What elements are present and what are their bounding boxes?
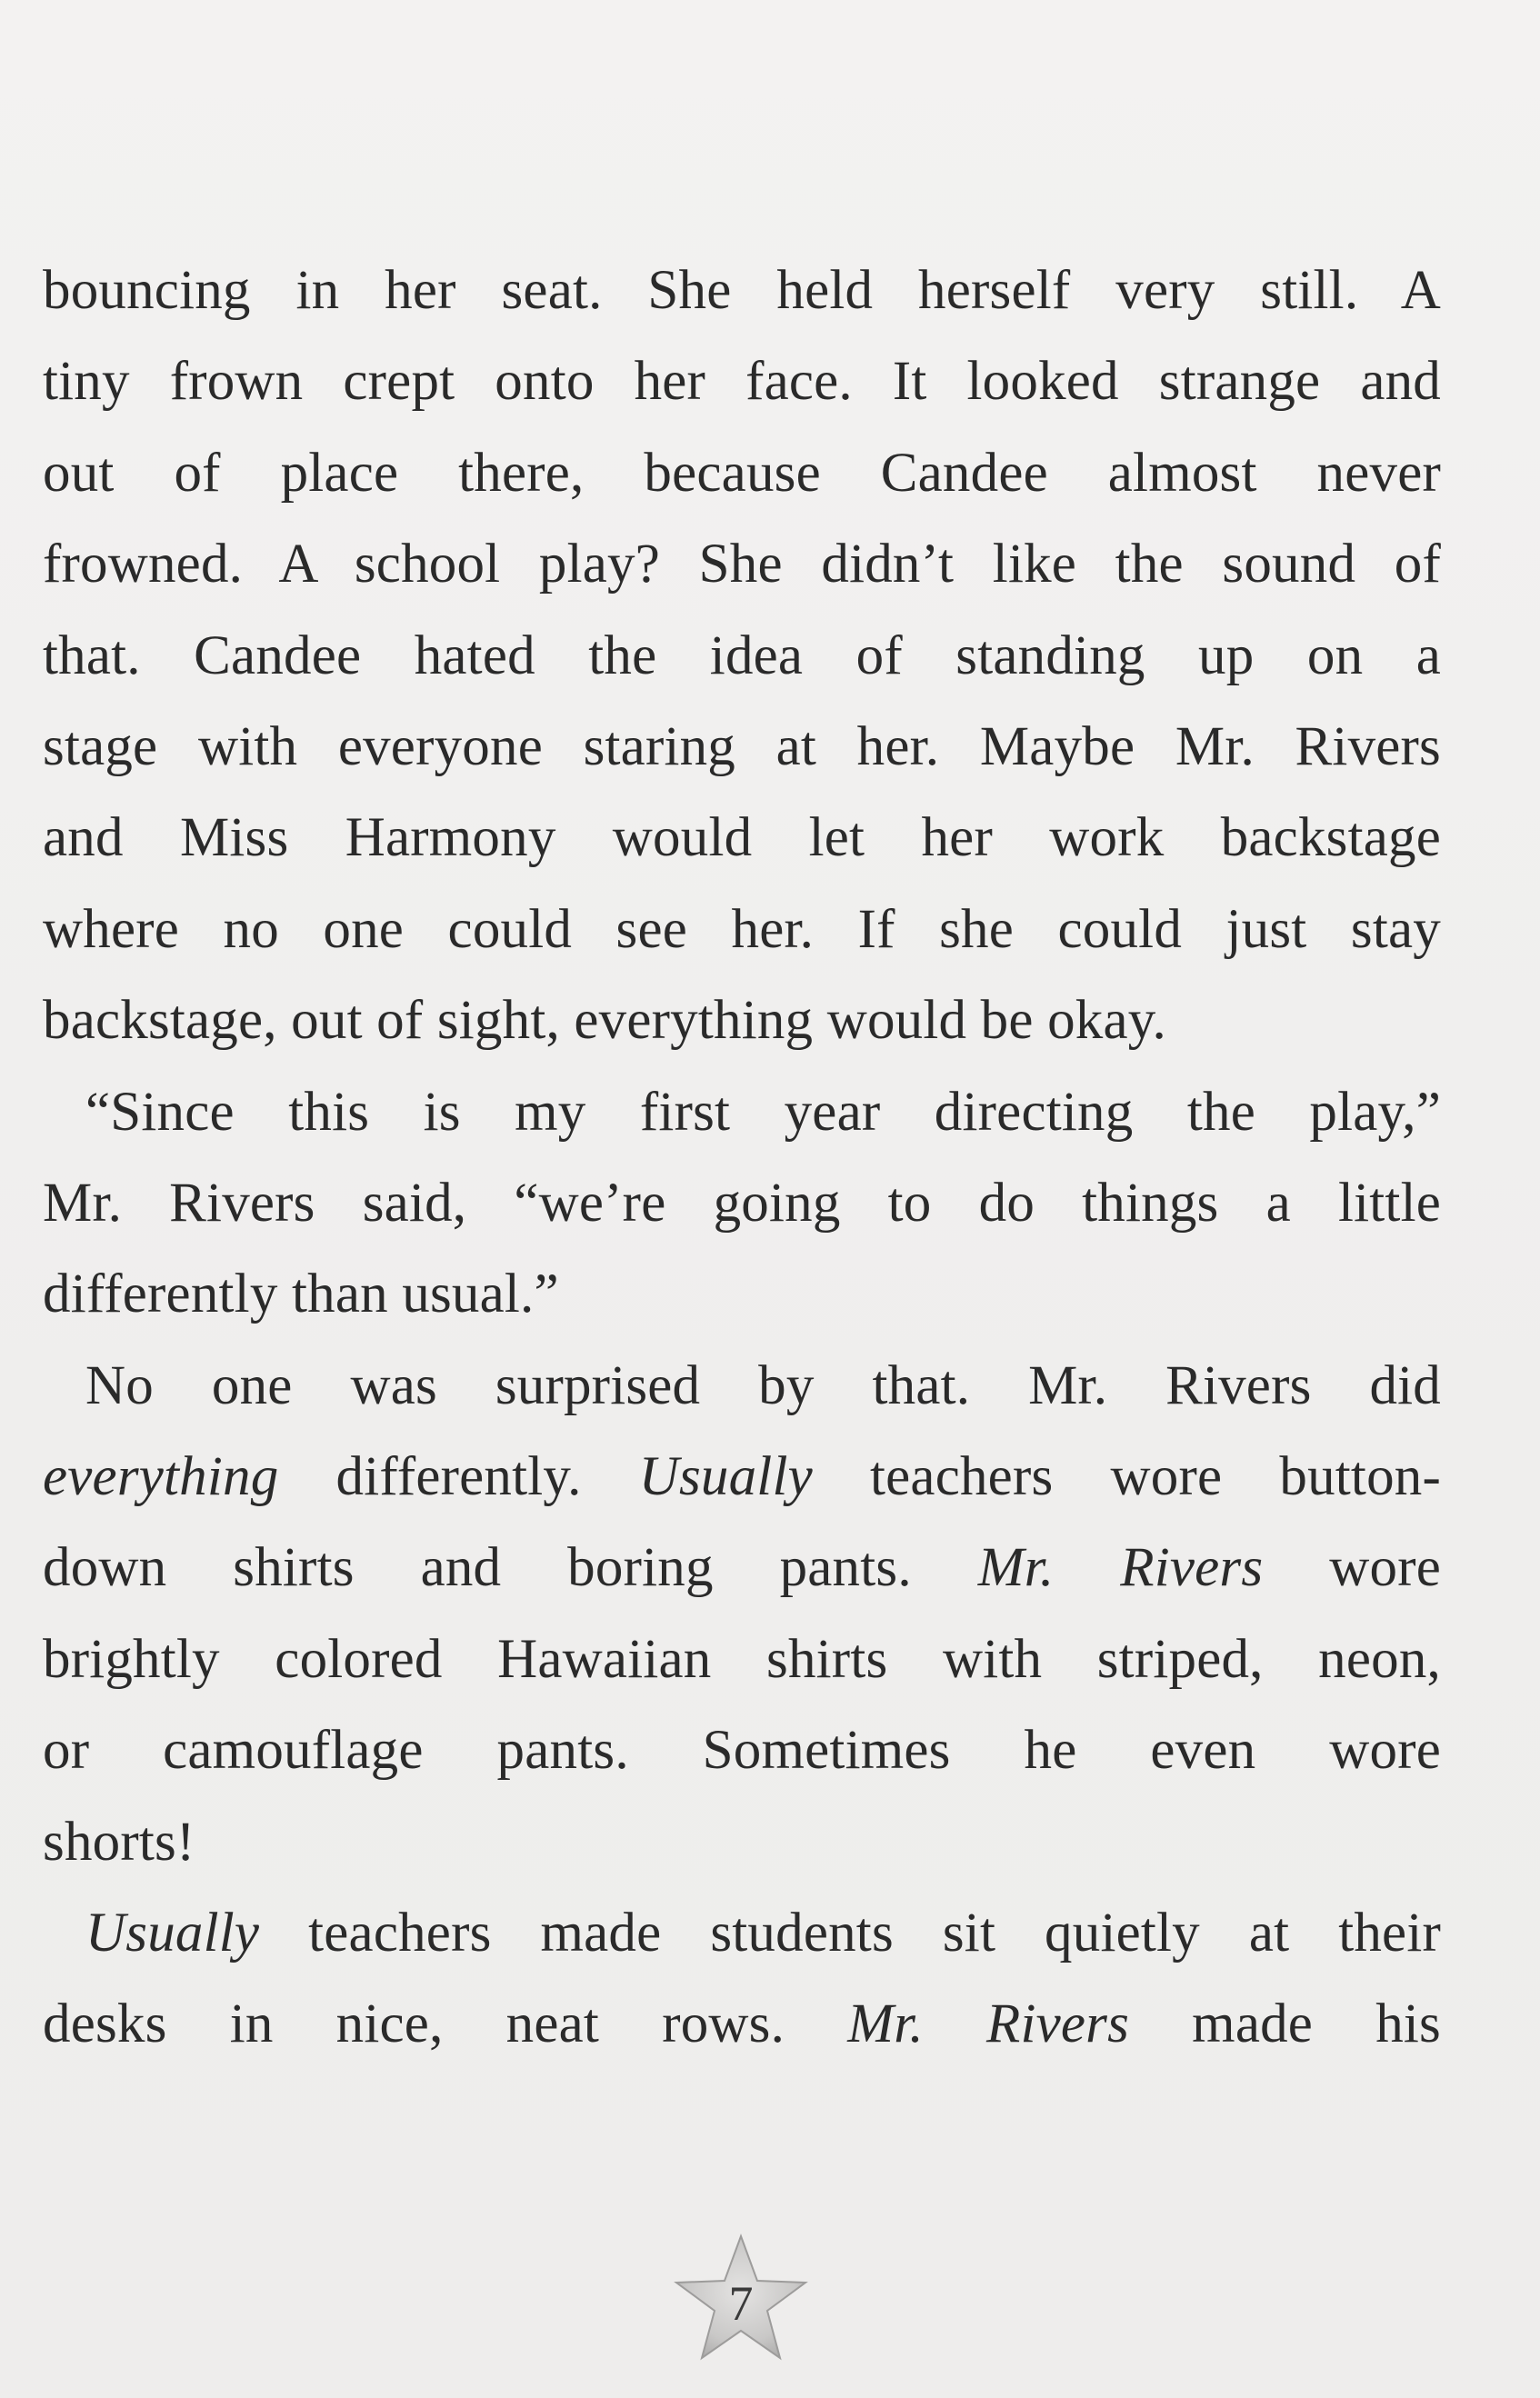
- text-line: Mr. Rivers said, “we’re going to do things a little: [43, 1172, 1441, 1234]
- text-line: brightly colored Hawaiian shirts with striped, neon,: [43, 1628, 1441, 1690]
- italic-text: Mr. Rivers: [977, 1537, 1264, 1599]
- text-line: shorts!: [43, 1811, 195, 1873]
- page-number: 7: [728, 2276, 754, 2331]
- text-line: everything differently. Usually teachers wore button-: [43, 1446, 1441, 1508]
- text-line: where no one could see her. If she could just stay: [43, 898, 1441, 960]
- text-line: “Since this is my first year directing the play,”: [85, 1081, 1441, 1143]
- text-line: stage with everyone staring at her. Maybe Mr. Rivers: [43, 715, 1441, 777]
- text-line: down shirts and boring pants. Mr. Rivers wore: [43, 1537, 1441, 1599]
- italic-text: everything: [43, 1446, 279, 1508]
- text-line: bouncing in her seat. She held herself very still. A: [43, 260, 1441, 321]
- text-line: that. Candee hated the idea of standing up on a: [43, 624, 1441, 686]
- text-line: and Miss Harmony would let her work backstage: [43, 807, 1441, 869]
- body-text: [43, 245, 1441, 2071]
- text-line: No one was surprised by that. Mr. Rivers did: [85, 1354, 1441, 1416]
- text-line: Usually teachers made students sit quietly at their: [85, 1903, 1441, 1964]
- page-number-badge: [669, 2231, 813, 2369]
- text-line: desks in nice, neat rows. Mr. Rivers made his: [43, 1993, 1441, 2055]
- italic-text: Usually: [638, 1446, 813, 1508]
- text-line: backstage, out of sight, everything would be okay.: [43, 990, 1166, 1052]
- text-line: differently than usual.”: [43, 1264, 559, 1325]
- italic-text: Usually: [85, 1903, 260, 1964]
- text-line: out of place there, because Candee almost never: [43, 442, 1441, 504]
- italic-text: Mr. Rivers: [847, 1993, 1130, 2055]
- text-line: frowned. A school play? She didn’t like the sound of: [43, 534, 1441, 595]
- text-line: or camouflage pants. Sometimes he even wore: [43, 1720, 1441, 1782]
- text-line: tiny frown crept onto her face. It looked strange and: [43, 351, 1441, 413]
